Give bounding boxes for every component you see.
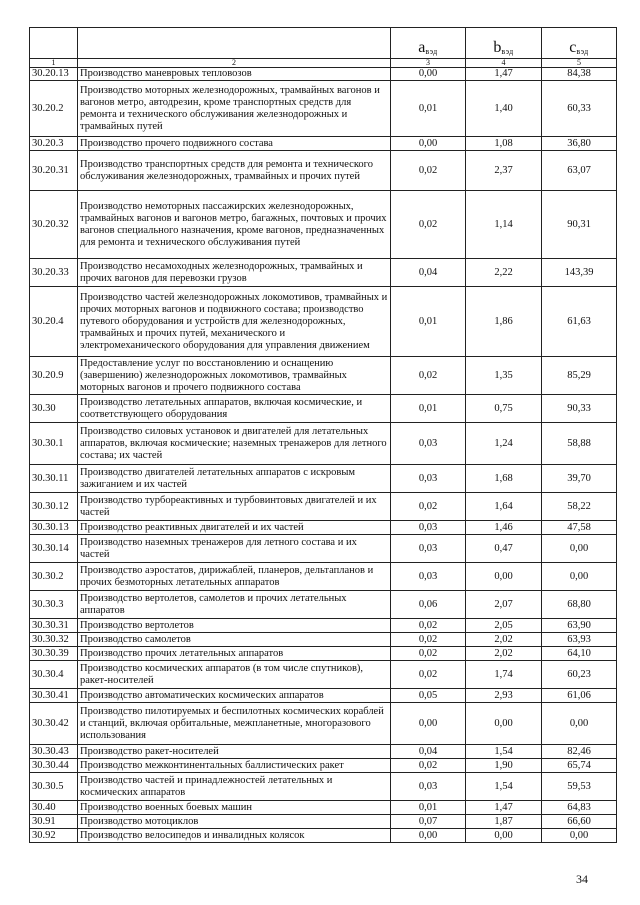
value-c-cell: 66,60 <box>542 815 617 829</box>
name-cell: Производство аэростатов, дирижаблей, планеров, дельтапланов и прочих безмоторных летательных аппаратов <box>78 563 391 591</box>
name-cell: Производство силовых установок и двигателей для летательных аппаратов, включая космические; наземных тренажеров для летного состава; их частей <box>78 423 391 465</box>
name-cell: Производство велосипедов и инвалидных колясок <box>78 829 391 843</box>
value-c-cell: 36,80 <box>542 137 617 151</box>
header-b-cell: $b_{вэд}$ <box>466 28 542 59</box>
page-number: 34 <box>576 872 588 886</box>
code-cell: 30.30.1 <box>30 423 78 465</box>
table-row <box>30 68 617 81</box>
value-a-cell: 0,00 <box>391 68 466 81</box>
value-c-cell: 60,33 <box>542 81 617 137</box>
table-row <box>30 259 617 287</box>
value-a-cell: 0,03 <box>391 773 466 801</box>
table-row <box>30 801 617 815</box>
name-cell: Производство маневровых тепловозов <box>78 68 391 81</box>
value-b-cell: 1,87 <box>466 815 542 829</box>
value-a-cell: 0,03 <box>391 535 466 563</box>
value-a-cell: 0,02 <box>391 759 466 773</box>
code-cell: 30.30.4 <box>30 661 78 689</box>
code-cell: 30.30.13 <box>30 521 78 535</box>
table-row <box>30 465 617 493</box>
value-c-cell: 143,39 <box>542 259 617 287</box>
value-b-cell: 1,64 <box>466 493 542 521</box>
name-cell: Производство моторных железнодорожных, трамвайных вагонов и вагонов метро, автодрезин, кроме транспортных средств для ремонта и технического обслуживания железнодорожных и трамвайных путей <box>78 81 391 137</box>
code-cell: 30.20.2 <box>30 81 78 137</box>
name-cell: Производство наземных тренажеров для летного состава и их частей <box>78 535 391 563</box>
value-a-cell: 0,03 <box>391 465 466 493</box>
value-b-cell: 2,05 <box>466 619 542 633</box>
column-index: 5 <box>542 59 617 68</box>
value-b-cell: 1,24 <box>466 423 542 465</box>
value-b-cell: 1,40 <box>466 81 542 137</box>
table-row <box>30 647 617 661</box>
value-a-cell: 0,02 <box>391 493 466 521</box>
value-b-cell: 0,00 <box>466 829 542 843</box>
table-row <box>30 151 617 191</box>
header-name-cell <box>78 28 391 59</box>
value-c-cell: 68,80 <box>542 591 617 619</box>
table-row <box>30 661 617 689</box>
value-c-cell: 61,63 <box>542 287 617 357</box>
value-b-cell: 1,46 <box>466 521 542 535</box>
code-cell: 30.30.42 <box>30 703 78 745</box>
value-b-cell: 1,47 <box>466 68 542 81</box>
value-a-cell: 0,02 <box>391 357 466 395</box>
value-b-cell: 2,02 <box>466 633 542 647</box>
table-row <box>30 535 617 563</box>
value-a-cell: 0,00 <box>391 829 466 843</box>
name-cell: Производство автоматических космических аппаратов <box>78 689 391 703</box>
code-cell: 30.20.4 <box>30 287 78 357</box>
value-b-cell: 2,37 <box>466 151 542 191</box>
name-cell: Производство прочего подвижного состава <box>78 137 391 151</box>
value-c-cell: 63,90 <box>542 619 617 633</box>
code-cell: 30.20.13 <box>30 68 78 81</box>
code-cell: 30.20.33 <box>30 259 78 287</box>
value-a-cell: 0,07 <box>391 815 466 829</box>
code-cell: 30.40 <box>30 801 78 815</box>
code-cell: 30.30.43 <box>30 745 78 759</box>
code-cell: 30.30.44 <box>30 759 78 773</box>
value-c-cell: 90,31 <box>542 191 617 259</box>
value-b-cell: 1,86 <box>466 287 542 357</box>
value-c-cell: 65,74 <box>542 759 617 773</box>
value-a-cell: 0,06 <box>391 591 466 619</box>
value-b-cell: 0,47 <box>466 535 542 563</box>
value-b-cell: 1,74 <box>466 661 542 689</box>
name-cell: Производство немоторных пассажирских железнодорожных, трамвайных вагонов и вагонов метро, багажных, почтовых и прочих вагонов специального назначения, кроме вагонов, предназначенных для ремонта и технического обслуживания путей <box>78 191 391 259</box>
code-cell: 30.30.32 <box>30 633 78 647</box>
column-index: 1 <box>30 59 78 68</box>
value-c-cell: 47,58 <box>542 521 617 535</box>
value-c-cell: 0,00 <box>542 535 617 563</box>
column-index: 2 <box>78 59 391 68</box>
table-row <box>30 829 617 843</box>
name-cell: Производство пилотируемых и беспилотных космических кораблей и станций, включая орбитальные, межпланетные, многоразового использования <box>78 703 391 745</box>
code-cell: 30.20.32 <box>30 191 78 259</box>
table-row <box>30 423 617 465</box>
code-cell: 30.92 <box>30 829 78 843</box>
table-row <box>30 703 617 745</box>
value-c-cell: 84,38 <box>542 68 617 81</box>
code-cell: 30.30.31 <box>30 619 78 633</box>
table-row <box>30 287 617 357</box>
header-a-cell: $a_{вэд}$ <box>391 28 466 59</box>
value-c-cell: 58,22 <box>542 493 617 521</box>
value-c-cell: 61,06 <box>542 689 617 703</box>
value-a-cell: 0,05 <box>391 689 466 703</box>
name-cell: Производство прочих летательных аппаратов <box>78 647 391 661</box>
value-a-cell: 0,02 <box>391 191 466 259</box>
value-b-cell: 1,68 <box>466 465 542 493</box>
name-cell: Производство вертолетов, самолетов и прочих летательных аппаратов <box>78 591 391 619</box>
code-cell: 30.30.12 <box>30 493 78 521</box>
value-a-cell: 0,03 <box>391 521 466 535</box>
value-b-cell: 1,54 <box>466 745 542 759</box>
code-cell: 30.30.11 <box>30 465 78 493</box>
value-a-cell: 0,02 <box>391 647 466 661</box>
table-row <box>30 137 617 151</box>
value-c-cell: 59,53 <box>542 773 617 801</box>
table-row <box>30 591 617 619</box>
value-c-cell: 60,23 <box>542 661 617 689</box>
name-cell: Производство самолетов <box>78 633 391 647</box>
table-row <box>30 633 617 647</box>
code-cell: 30.30.41 <box>30 689 78 703</box>
name-cell: Производство турбореактивных и турбовинтовых двигателей и их частей <box>78 493 391 521</box>
header-c-cell: $c_{вэд}$ <box>542 28 617 59</box>
code-cell: 30.30.2 <box>30 563 78 591</box>
table-row <box>30 191 617 259</box>
name-cell: Производство космических аппаратов (в том числе спутников), ракет-носителей <box>78 661 391 689</box>
value-c-cell: 90,33 <box>542 395 617 423</box>
table-row <box>30 563 617 591</box>
value-a-cell: 0,04 <box>391 259 466 287</box>
value-c-cell: 63,93 <box>542 633 617 647</box>
value-c-cell: 63,07 <box>542 151 617 191</box>
value-b-cell: 1,35 <box>466 357 542 395</box>
name-cell: Производство частей и принадлежностей летательных и космических аппаратов <box>78 773 391 801</box>
name-cell: Производство вертолетов <box>78 619 391 633</box>
code-cell: 30.91 <box>30 815 78 829</box>
value-c-cell: 64,10 <box>542 647 617 661</box>
name-cell: Производство мотоциклов <box>78 815 391 829</box>
table-row <box>30 357 617 395</box>
value-b-cell: 1,14 <box>466 191 542 259</box>
value-a-cell: 0,02 <box>391 633 466 647</box>
table-row <box>30 619 617 633</box>
value-b-cell: 1,90 <box>466 759 542 773</box>
column-index-row <box>30 59 617 68</box>
value-b-cell: 1,47 <box>466 801 542 815</box>
value-a-cell: 0,02 <box>391 619 466 633</box>
table-row <box>30 759 617 773</box>
name-cell: Производство летательных аппаратов, включая космические, и соответствующего оборудования <box>78 395 391 423</box>
value-c-cell: 39,70 <box>542 465 617 493</box>
value-b-cell: 0,00 <box>466 563 542 591</box>
name-cell: Производство реактивных двигателей и их частей <box>78 521 391 535</box>
value-b-cell: 1,54 <box>466 773 542 801</box>
data-table <box>29 27 617 843</box>
header-row <box>30 28 617 59</box>
value-a-cell: 0,03 <box>391 423 466 465</box>
table-row <box>30 773 617 801</box>
value-a-cell: 0,02 <box>391 661 466 689</box>
value-c-cell: 0,00 <box>542 563 617 591</box>
value-a-cell: 0,01 <box>391 801 466 815</box>
value-a-cell: 0,00 <box>391 137 466 151</box>
value-a-cell: 0,01 <box>391 395 466 423</box>
value-a-cell: 0,01 <box>391 81 466 137</box>
name-cell: Производство двигателей летательных аппаратов с искровым зажиганием и их частей <box>78 465 391 493</box>
name-cell: Производство транспортных средств для ремонта и технического обслуживания железнодорожных, трамвайных и прочих путей <box>78 151 391 191</box>
code-cell: 30.20.3 <box>30 137 78 151</box>
code-cell: 30.20.9 <box>30 357 78 395</box>
value-b-cell: 2,07 <box>466 591 542 619</box>
value-a-cell: 0,04 <box>391 745 466 759</box>
value-c-cell: 0,00 <box>542 703 617 745</box>
value-c-cell: 0,00 <box>542 829 617 843</box>
value-c-cell: 64,83 <box>542 801 617 815</box>
code-cell: 30.20.31 <box>30 151 78 191</box>
name-cell: Производство несамоходных железнодорожных, трамвайных и прочих вагонов для перевозки грузов <box>78 259 391 287</box>
value-b-cell: 0,00 <box>466 703 542 745</box>
table-row <box>30 689 617 703</box>
header-code-cell <box>30 28 78 59</box>
value-c-cell: 85,29 <box>542 357 617 395</box>
table-row <box>30 493 617 521</box>
code-cell: 30.30.39 <box>30 647 78 661</box>
table-row <box>30 815 617 829</box>
value-a-cell: 0,02 <box>391 151 466 191</box>
code-cell: 30.30.3 <box>30 591 78 619</box>
code-cell: 30.30.5 <box>30 773 78 801</box>
name-cell: Предоставление услуг по восстановлению и оснащению (завершению) железнодорожных локомотивов, трамвайных моторных вагонов и прочего подвижного состава <box>78 357 391 395</box>
table-row <box>30 521 617 535</box>
value-c-cell: 82,46 <box>542 745 617 759</box>
name-cell: Производство межконтинентальных баллистических ракет <box>78 759 391 773</box>
value-b-cell: 2,02 <box>466 647 542 661</box>
column-index: 3 <box>391 59 466 68</box>
code-cell: 30.30.14 <box>30 535 78 563</box>
value-c-cell: 58,88 <box>542 423 617 465</box>
value-a-cell: 0,03 <box>391 563 466 591</box>
column-index: 4 <box>466 59 542 68</box>
value-b-cell: 2,93 <box>466 689 542 703</box>
value-b-cell: 2,22 <box>466 259 542 287</box>
table-row <box>30 745 617 759</box>
name-cell: Производство военных боевых машин <box>78 801 391 815</box>
code-cell: 30.30 <box>30 395 78 423</box>
name-cell: Производство частей железнодорожных локомотивов, трамвайных и прочих моторных вагонов и подвижного состава; производство путевого оборудования и устройств для железнодорожных, трамвайных и прочих путей, механического и электромеханического оборудования для управления движением <box>78 287 391 357</box>
value-b-cell: 0,75 <box>466 395 542 423</box>
table-row <box>30 81 617 137</box>
value-a-cell: 0,00 <box>391 703 466 745</box>
name-cell: Производство ракет-носителей <box>78 745 391 759</box>
value-a-cell: 0,01 <box>391 287 466 357</box>
table-row <box>30 395 617 423</box>
value-b-cell: 1,08 <box>466 137 542 151</box>
